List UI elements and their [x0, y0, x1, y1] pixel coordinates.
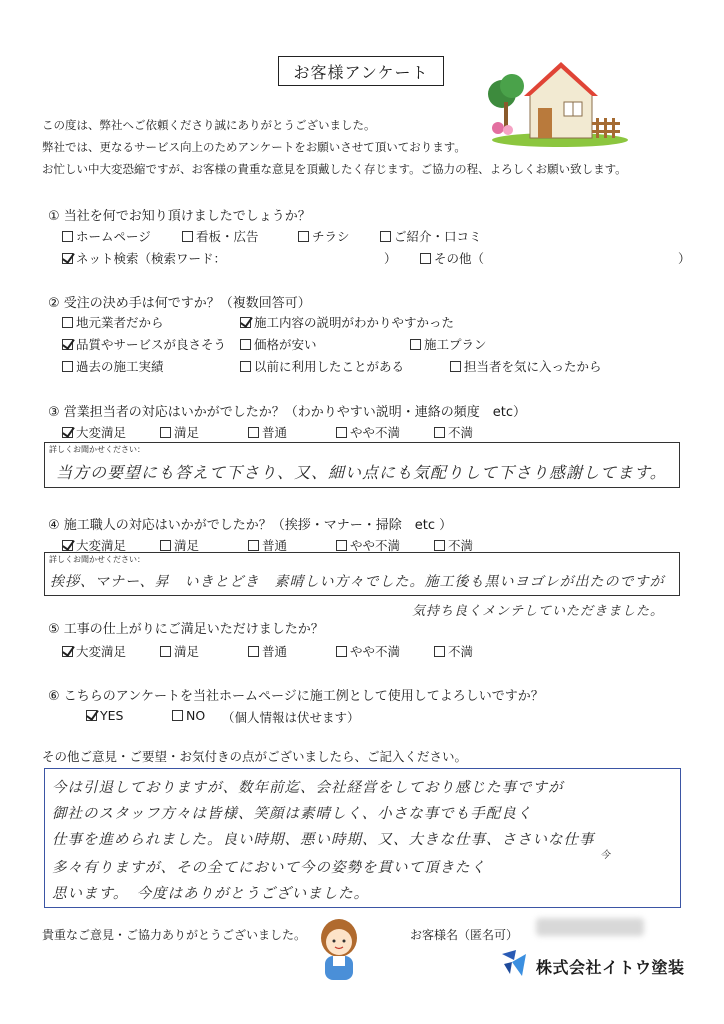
q1-net-close: ）: [384, 251, 397, 266]
q5-option-somewhat-dissatisfied[interactable]: やや不満: [336, 642, 400, 660]
q5-option-dissatisfied[interactable]: 不満: [434, 642, 473, 660]
comment-line: 思います。 今度はありがとうございました。: [52, 886, 370, 902]
q4-detail-label: 詳しくお聞かせください：: [49, 555, 145, 564]
q5-option-very-satisfied[interactable]: 大変満足: [62, 642, 126, 660]
intro-line: 弊社では、更なるサービス向上のためアンケートをお願いさせて頂いております。: [42, 140, 466, 154]
intro-line: お忙しい中大変恐縮ですが、お客様の貴重な意見を頂戴したく存じます。ご協力の程、よろしくお願い致します。: [42, 162, 627, 176]
q2-option-liked-staff[interactable]: 担当者を気に入ったから: [450, 357, 602, 375]
q2-option-past-work[interactable]: 過去の施工実績: [62, 357, 164, 375]
comments-label: その他ご意見・ご要望・お気付きの点がございましたら、ご記入ください。: [42, 749, 468, 764]
q5-option-satisfied[interactable]: 満足: [160, 642, 199, 660]
q4-option-very-satisfied[interactable]: 大変満足: [62, 536, 126, 554]
q4-option-neutral[interactable]: 普通: [248, 536, 287, 554]
q2-option-used-before[interactable]: 以前に利用したことがある: [240, 357, 404, 375]
staff-mascot-illustration: [316, 916, 362, 982]
q5-option-neutral[interactable]: 普通: [248, 642, 287, 660]
q4-handwritten-answer-line1: 挨拶、マナー、昇 いきとどき 素晴しい方々でした。施工後も黒いヨゴレが出たのですが: [50, 574, 665, 590]
q1-option-referral[interactable]: ご紹介・口コミ: [380, 227, 482, 245]
customer-name-blurred: [536, 918, 644, 936]
page-title: お客様アンケート: [278, 56, 444, 86]
q1-other-close: ）: [678, 251, 691, 266]
q1-option-flyer[interactable]: チラシ: [298, 227, 350, 245]
q3-option-dissatisfied[interactable]: 不満: [434, 423, 473, 441]
question-4: ④ 施工職人の対応はいかがでしたか？（挨拶・マナー・掃除 etc ）: [48, 518, 453, 533]
question-6: ⑥ こちらのアンケートを当社ホームページに施工例として使用してよろしいですか？: [48, 689, 544, 704]
q3-option-somewhat-dissatisfied[interactable]: やや不満: [336, 423, 400, 441]
q2-option-local[interactable]: 地元業者だから: [62, 313, 164, 331]
q1-option-signboard[interactable]: 看板・広告: [182, 227, 259, 245]
q4-handwritten-answer-line2: 気持ち良くメンテしていただきました。: [412, 604, 665, 619]
company-name: 株式会社イトウ塗装: [536, 958, 685, 977]
comment-line: 御社のスタッフ方々は皆様、笑顔は素晴しく、小さな事でも手配良く: [52, 806, 533, 822]
q3-detail-label: 詳しくお聞かせください：: [49, 445, 145, 454]
question-5: ⑤ 工事の仕上がりにご満足いただけましたか？: [48, 622, 324, 637]
q3-option-very-satisfied[interactable]: 大変満足: [62, 423, 126, 441]
q4-option-somewhat-dissatisfied[interactable]: やや不満: [336, 536, 400, 554]
comment-line: 今は引退しておりますが、数年前迄、会社経営をしており感じた事ですが: [52, 780, 564, 796]
q2-option-plan[interactable]: 施工プラン: [410, 335, 487, 353]
q1-option-other[interactable]: その他（: [420, 249, 484, 267]
customer-name-label: お客様名（匿名可）: [410, 928, 519, 942]
comment-line: 多々有りますが、その全てにおいて今の姿勢を貫いて頂きたく: [52, 860, 486, 876]
q6-option-no[interactable]: NO: [172, 708, 205, 723]
q6-note: （個人情報は伏せます）: [222, 710, 360, 725]
question-2: ② 受注の決め手は何ですか？（複数回答可）: [48, 296, 311, 311]
company-logo-icon: [500, 948, 532, 978]
house-illustration: [484, 56, 628, 148]
q2-option-quality[interactable]: 品質やサービスが良さそう: [62, 335, 226, 353]
thanks-message: 貴重なご意見・ご協力ありがとうございました。: [42, 928, 307, 942]
q4-option-satisfied[interactable]: 満足: [160, 536, 199, 554]
q1-option-net-search[interactable]: ネット検索（検索ワード：: [62, 249, 226, 267]
q2-option-explanation[interactable]: 施工内容の説明がわかりやすかった: [240, 313, 454, 331]
q3-option-satisfied[interactable]: 満足: [160, 423, 199, 441]
q1-option-homepage[interactable]: ホームページ: [62, 227, 151, 245]
comment-line: 仕事を進められました。良い時期、悪い時期、又、大きな仕事、ささいな仕事: [52, 832, 595, 848]
q4-option-dissatisfied[interactable]: 不満: [434, 536, 473, 554]
comment-insert-mark: 今: [600, 850, 611, 861]
q3-option-neutral[interactable]: 普通: [248, 423, 287, 441]
q2-option-price[interactable]: 価格が安い: [240, 335, 317, 353]
q3-handwritten-answer: 当方の要望にも答えて下さり、又、細い点にも気配りして下さり感謝してます。: [56, 463, 667, 482]
q6-option-yes[interactable]: YES: [86, 708, 123, 723]
intro-line: この度は、弊社へご依頼くださり誠にありがとうございました。: [42, 118, 376, 132]
question-3: ③ 営業担当者の対応はいかがでしたか？（わかりやすい説明・連絡の頻度 etc）: [48, 405, 527, 420]
question-1: ① 当社を何でお知り頂けましたでしょうか？: [48, 209, 311, 224]
